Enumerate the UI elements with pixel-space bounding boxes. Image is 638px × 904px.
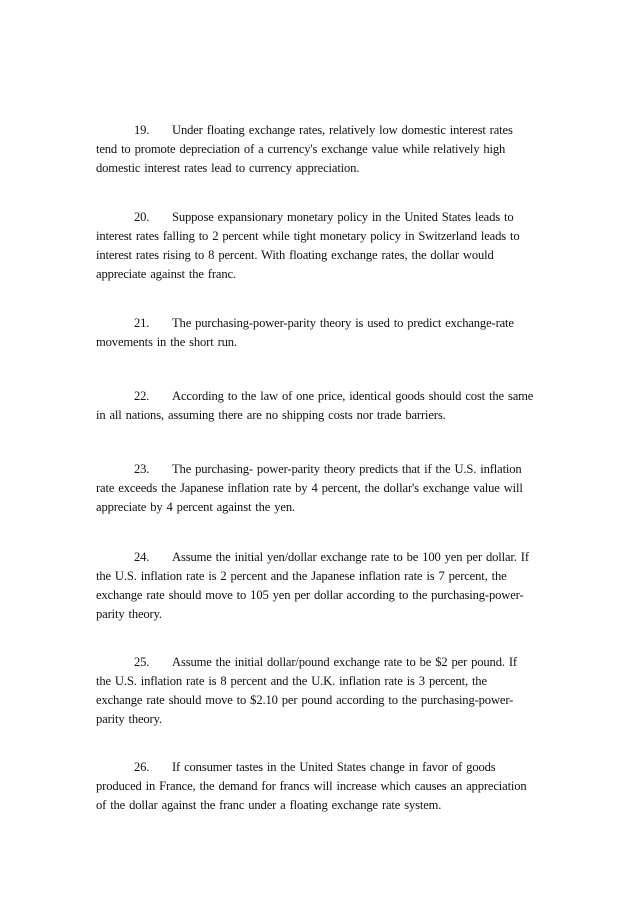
question-25: [96, 653, 548, 729]
question-text: exchange rate should move to $2.10 per pound according to the purchasing-power-: [96, 693, 514, 707]
question-26: [96, 758, 548, 815]
question-text: of the dollar against the franc under a floating exchange rate system.: [96, 798, 442, 812]
question-text: domestic interest rates lead to currency appreciation.: [96, 161, 360, 175]
question-first-line: [96, 758, 548, 777]
question-24: [96, 548, 548, 624]
question-21: [96, 314, 548, 352]
question-19: [96, 121, 548, 178]
question-number: 23.: [134, 462, 150, 476]
question-text: movements in the short run.: [96, 335, 237, 349]
question-text: The purchasing-power-parity theory is used to predict exchange-rate: [172, 316, 514, 330]
question-text: appreciate by 4 percent against the yen.: [96, 500, 295, 514]
question-22: [96, 387, 548, 425]
question-number: 21.: [134, 316, 150, 330]
question-text: tend to promote depreciation of a currency's exchange value while relatively high: [96, 142, 506, 156]
question-23: [96, 460, 548, 517]
question-text: interest rates falling to 2 percent while tight monetary policy in Switzerland leads to: [96, 229, 520, 243]
question-first-line: [96, 387, 548, 406]
question-text: rate exceeds the Japanese inflation rate by 4 percent, the dollar's exchange value will: [96, 481, 523, 495]
question-text: interest rates rising to 8 percent. With floating exchange rates, the dollar would: [96, 248, 494, 262]
question-number: 26.: [134, 760, 150, 774]
question-text: According to the law of one price, identical goods should cost the same: [172, 389, 534, 403]
question-first-line: [96, 548, 548, 567]
question-number: 19.: [134, 123, 150, 137]
question-text: The purchasing- power-parity theory predicts that if the U.S. inflation: [172, 462, 522, 476]
question-first-line: [96, 208, 548, 227]
question-first-line: [96, 121, 548, 140]
question-text: Assume the initial yen/dollar exchange rate to be 100 yen per dollar. If: [172, 550, 529, 564]
question-number: 24.: [134, 550, 150, 564]
question-text: parity theory.: [96, 712, 162, 726]
question-text: in all nations, assuming there are no shipping costs nor trade barriers.: [96, 408, 446, 422]
question-20: [96, 208, 548, 284]
question-text: Under floating exchange rates, relatively low domestic interest rates: [172, 123, 513, 137]
question-text: appreciate against the franc.: [96, 267, 236, 281]
question-text: exchange rate should move to 105 yen per dollar according to the purchasing-power-: [96, 588, 524, 602]
question-first-line: [96, 653, 548, 672]
question-text: produced in France, the demand for francs will increase which causes an appreciation: [96, 779, 527, 793]
question-text: the U.S. inflation rate is 2 percent and the Japanese inflation rate is 7 percent, the: [96, 569, 507, 583]
question-first-line: [96, 314, 548, 333]
question-text: Assume the initial dollar/pound exchange rate to be $2 per pound. If: [172, 655, 517, 669]
question-number: 22.: [134, 389, 150, 403]
question-number: 25.: [134, 655, 150, 669]
question-first-line: [96, 460, 548, 479]
question-number: 20.: [134, 210, 150, 224]
question-text: If consumer tastes in the United States change in favor of goods: [172, 760, 496, 774]
question-text: parity theory.: [96, 607, 162, 621]
question-text: the U.S. inflation rate is 8 percent and the U.K. inflation rate is 3 percent, the: [96, 674, 487, 688]
question-text: Suppose expansionary monetary policy in the United States leads to: [172, 210, 514, 224]
